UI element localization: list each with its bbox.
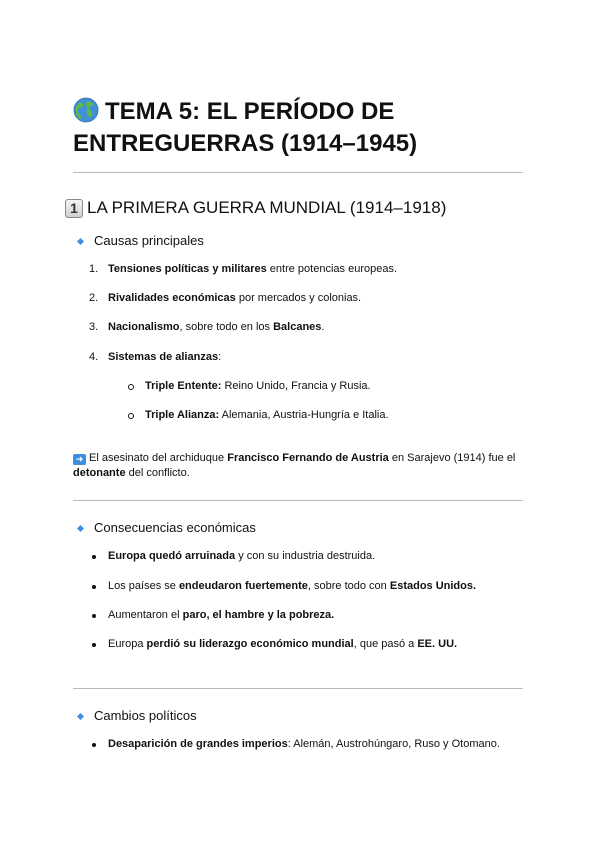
- hollow-bullet-icon: [128, 384, 134, 390]
- bullet-icon: [92, 743, 96, 747]
- list-number: 2.: [89, 292, 99, 304]
- list-item: Desaparición de grandes imperios: Alemán, Austrohúngaro, Ruso y Otomano.: [108, 738, 500, 750]
- list-number: 4.: [89, 351, 99, 363]
- hollow-bullet-icon: [128, 413, 134, 419]
- section-heading-text: LA PRIMERA GUERRA MUNDIAL (1914–1918): [87, 198, 447, 217]
- subheading-political: Cambios políticos: [76, 707, 197, 725]
- subheading-causes: Causas principales: [76, 232, 204, 250]
- list-item: Tensiones políticas y militares entre potencias europeas.: [108, 263, 398, 275]
- divider: [73, 172, 523, 173]
- blue-diamond-icon: [77, 712, 84, 719]
- right-arrow-icon: ➜: [73, 454, 86, 465]
- list-number: 3.: [89, 321, 99, 333]
- number-one-icon: 1: [65, 199, 83, 218]
- section-heading-ww1: [65, 197, 446, 219]
- list-item: Triple Entente: Reino Unido, Francia y Rusia.: [145, 380, 371, 392]
- globe-icon: [73, 97, 99, 123]
- list-item: Los países se endeudaron fuertemente, sobre todo con Estados Unidos.: [108, 580, 477, 592]
- list-item: Aumentaron el paro, el hambre y la pobreza.: [108, 609, 335, 621]
- bullet-icon: [92, 614, 96, 618]
- list-item: Sistemas de alianzas:: [108, 351, 222, 363]
- list-item: Nacionalismo, sobre todo en los Balcanes.: [108, 321, 325, 333]
- list-item: Rivalidades económicas por mercados y colonias.: [108, 292, 362, 304]
- bullet-icon: [92, 555, 96, 559]
- title-text: TEMA 5: EL PERÍODO DE ENTREGUERRAS (1914–1945): [73, 98, 418, 157]
- blue-diamond-icon: [77, 524, 84, 531]
- subheading-economic: Consecuencias económicas: [76, 519, 256, 537]
- bullet-icon: [92, 585, 96, 589]
- list-number: 1.: [89, 263, 99, 275]
- blue-diamond-icon: [77, 237, 84, 244]
- list-item: Europa quedó arruinada y con su industria destruida.: [108, 550, 376, 562]
- list-item: Triple Alianza: Alemania, Austria-Hungría e Italia.: [145, 409, 389, 421]
- bullet-icon: [92, 643, 96, 647]
- divider: [73, 688, 523, 689]
- note-paragraph: ➜ El asesinato del archiduque Francisco Fernando de Austria en Sarajevo (1914) fue el detonante del conflicto.: [73, 452, 516, 479]
- list-item: Europa perdió su liderazgo económico mundial, que pasó a EE. UU.: [108, 638, 458, 650]
- divider: [73, 500, 523, 501]
- page-title: [73, 96, 543, 160]
